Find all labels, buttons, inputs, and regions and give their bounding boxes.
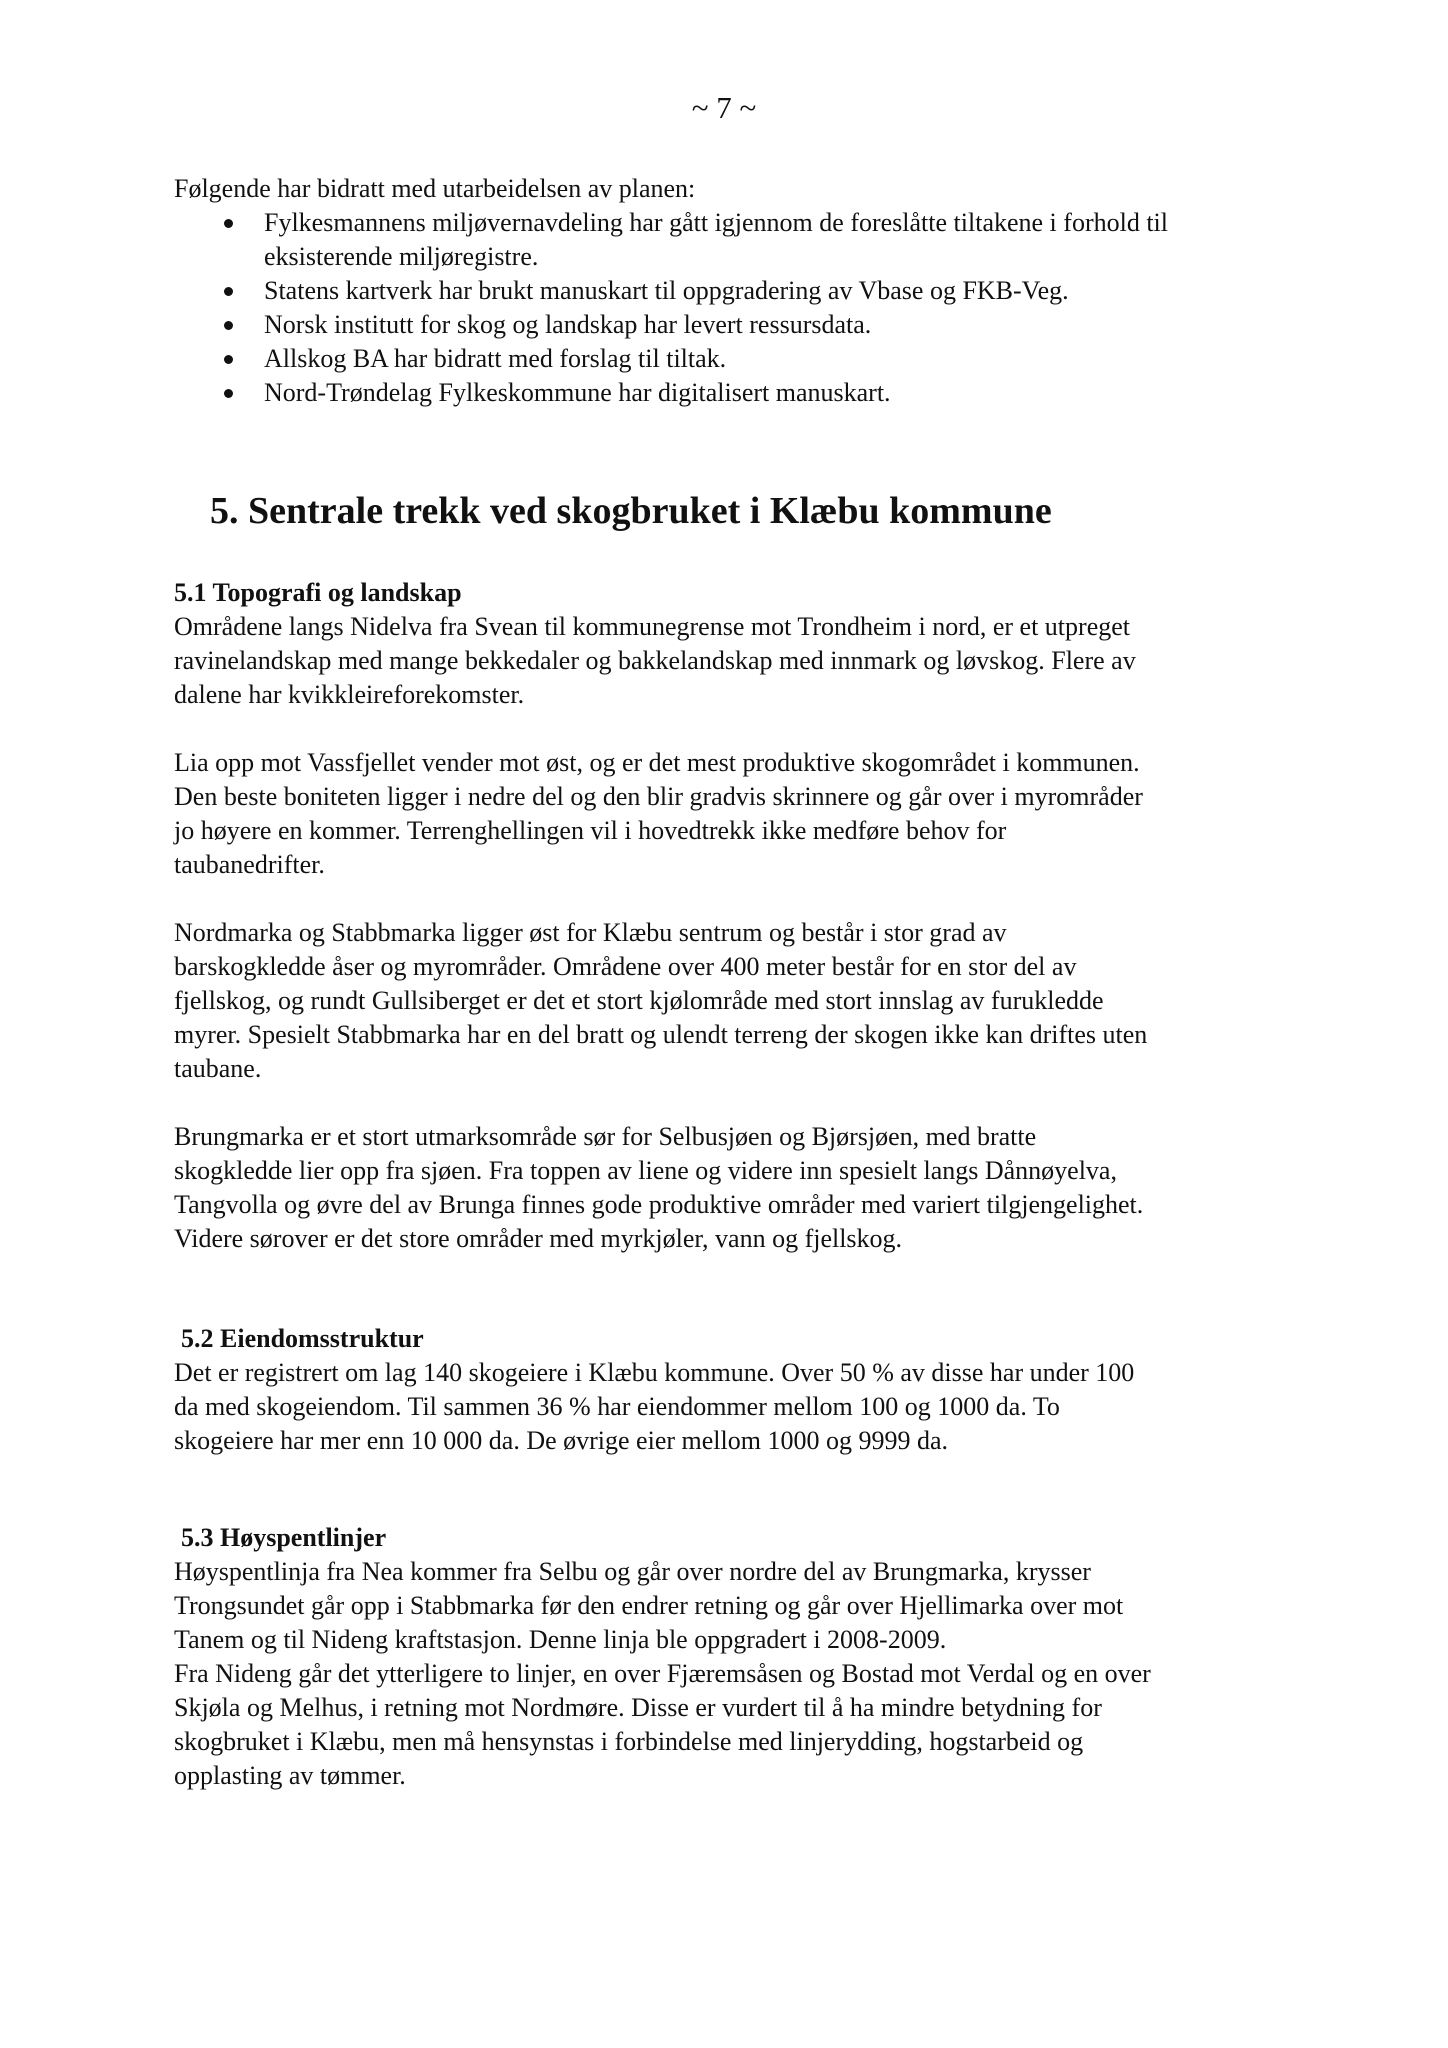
list-line: eksisterende miljøregistre. bbox=[264, 242, 539, 271]
paragraph bbox=[174, 610, 1294, 712]
bullet-icon bbox=[224, 287, 233, 296]
list-item bbox=[174, 274, 1294, 308]
contributors-list bbox=[174, 206, 1294, 410]
text-line: Brungmarka er et stort utmarksområde sør for Selbusjøen og Bjørsjøen, med bratte bbox=[174, 1122, 1037, 1151]
list-item bbox=[174, 308, 1294, 342]
text-line: Skjøla og Melhus, i retning mot Nordmøre. Disse er vurdert til å ha mindre betydning for bbox=[174, 1693, 1102, 1722]
text-line: Trongsundet går opp i Stabbmarka før den endrer retning og går over Hjellimarka over mot bbox=[174, 1591, 1124, 1620]
text-line: Tanem og til Nideng kraftstasjon. Denne linja ble oppgradert i 2008-2009. bbox=[174, 1625, 947, 1654]
list-line: Allskog BA har bidratt med forslag til tiltak. bbox=[264, 344, 727, 373]
contributors-section bbox=[174, 172, 1294, 410]
text-line: Den beste boniteten ligger i nedre del og den blir gradvis skrinnere og går over i myrområder bbox=[174, 782, 1143, 811]
text-line: myrer. Spesielt Stabbmarka har en del bratt og ulendt terreng der skogen ikke kan driftes uten bbox=[174, 1020, 1148, 1049]
text-line: Høyspentlinja fra Nea kommer fra Selbu og går over nordre del av Brungmarka, krysser bbox=[174, 1557, 1091, 1586]
text-line: skogbruket i Klæbu, men må hensynstas i forbindelse med linjerydding, hogstarbeid og bbox=[174, 1727, 1084, 1756]
paragraph bbox=[174, 1356, 1294, 1458]
page-number: ~ 7 ~ bbox=[691, 90, 757, 125]
bullet-icon bbox=[224, 389, 233, 398]
text-line: skogeiere har mer enn 10 000 da. De øvrige eier mellom 1000 og 9999 da. bbox=[174, 1426, 948, 1455]
text-line: dalene har kvikkleireforekomster. bbox=[174, 680, 525, 709]
text-line: Tangvolla og øvre del av Brunga finnes gode produktive områder med variert tilgjengelighet. bbox=[174, 1190, 1144, 1219]
section-heading: 5.3 Høyspentlinjer bbox=[181, 1523, 387, 1552]
list-item bbox=[174, 342, 1294, 376]
section-heading: 5.2 Eiendomsstruktur bbox=[181, 1324, 424, 1353]
text-line: barskogkledde åser og myrområder. Områdene over 400 meter består for en stor del av bbox=[174, 952, 1077, 981]
bullet-icon bbox=[224, 321, 233, 330]
text-line: fjellskog, og rundt Gullsiberget er det et stort kjølområde med stort innslag av furukledde bbox=[174, 986, 1104, 1015]
text-line: Områdene langs Nidelva fra Svean til kommunegrense mot Trondheim i nord, er et utpreget bbox=[174, 612, 1130, 641]
list-line: Nord-Trøndelag Fylkeskommune har digitalisert manuskart. bbox=[264, 378, 891, 407]
text-line: opplasting av tømmer. bbox=[174, 1761, 406, 1790]
list-line: Statens kartverk har brukt manuskart til oppgradering av Vbase og FKB-Veg. bbox=[264, 276, 1069, 305]
text-line: taubane. bbox=[174, 1054, 262, 1083]
text-line: Nordmarka og Stabbmarka ligger øst for Klæbu sentrum og består i stor grad av bbox=[174, 918, 1007, 947]
chapter-heading: 5. Sentrale trekk ved skogbruket i Klæbu kommune bbox=[210, 490, 1052, 532]
section-5-2 bbox=[174, 1322, 1294, 1458]
section-heading: 5.1 Topografi og landskap bbox=[174, 578, 462, 607]
text-line: skogkledde lier opp fra sjøen. Fra toppen av liene og videre inn spesielt langs Dånnøyelva, bbox=[174, 1156, 1117, 1185]
paragraph bbox=[174, 1555, 1294, 1793]
list-item bbox=[174, 206, 1294, 274]
paragraph bbox=[174, 916, 1294, 1086]
section-5-3 bbox=[174, 1521, 1294, 1793]
section-5-1 bbox=[174, 576, 1294, 1256]
contributors-lead: Følgende har bidratt med utarbeidelsen av planen: bbox=[174, 174, 696, 203]
list-item bbox=[174, 376, 1294, 410]
text-line: Fra Nideng går det ytterligere to linjer, en over Fjæremsåsen og Bostad mot Verdal og en over bbox=[174, 1659, 1151, 1688]
text-line: Lia opp mot Vassfjellet vender mot øst, og er det mest produktive skogområdet i kommunen. bbox=[174, 748, 1140, 777]
text-line: Det er registrert om lag 140 skogeiere i Klæbu kommune. Over 50 % av disse har under 100 bbox=[174, 1358, 1135, 1387]
bullet-icon bbox=[224, 355, 233, 364]
text-line: taubanedrifter. bbox=[174, 850, 325, 879]
text-line: da med skogeiendom. Til sammen 36 % har eiendommer mellom 100 og 1000 da. To bbox=[174, 1392, 1060, 1421]
list-line: Fylkesmannens miljøvernavdeling har gått igjennom de foreslåtte tiltakene i forhold til bbox=[264, 208, 1168, 237]
text-line: ravinelandskap med mange bekkedaler og bakkelandskap med innmark og løvskog. Flere av bbox=[174, 646, 1136, 675]
paragraph bbox=[174, 746, 1294, 882]
list-line: Norsk institutt for skog og landskap har levert ressursdata. bbox=[264, 310, 872, 339]
text-line: jo høyere en kommer. Terrenghellingen vil i hovedtrekk ikke medføre behov for bbox=[174, 816, 1007, 845]
paragraph bbox=[174, 1120, 1294, 1256]
bullet-icon bbox=[224, 219, 233, 228]
text-line: Videre sørover er det store områder med myrkjøler, vann og fjellskog. bbox=[174, 1224, 903, 1253]
